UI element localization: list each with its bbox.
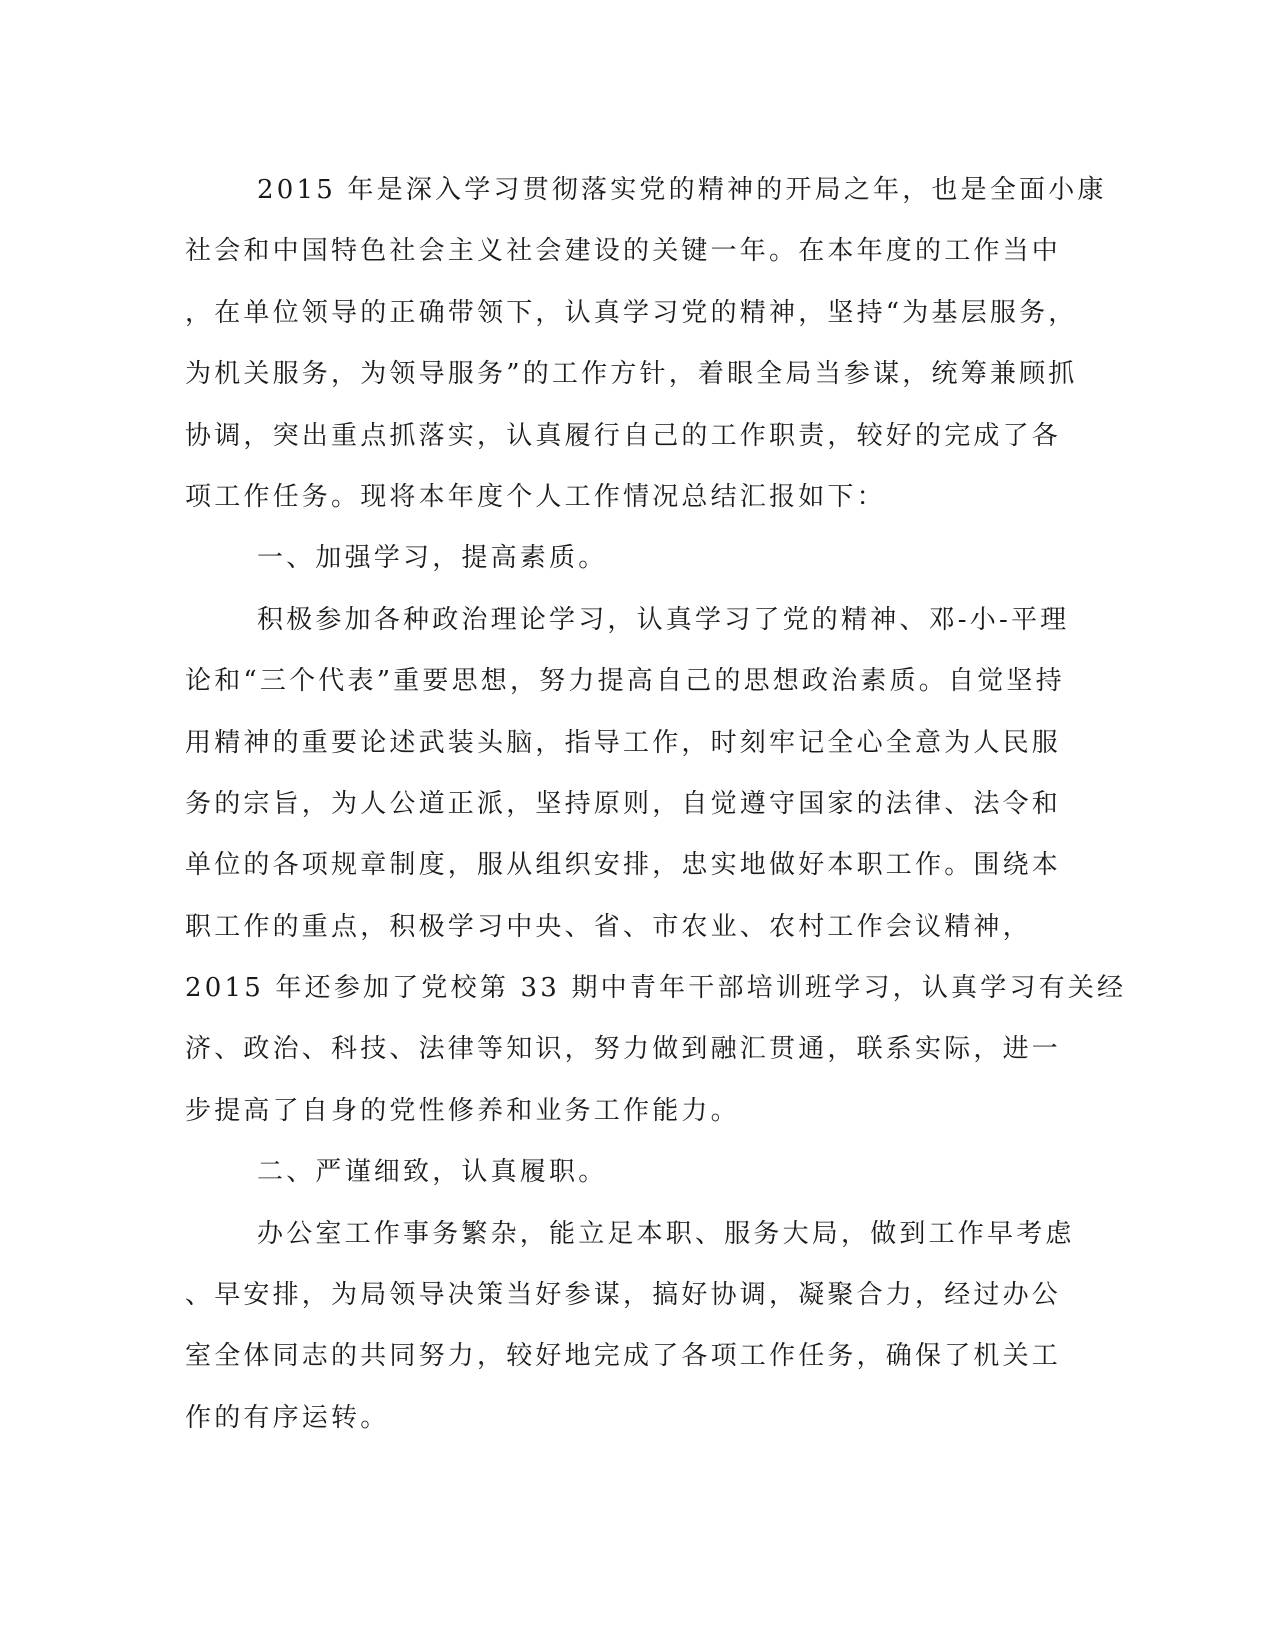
body-line: 作的有序运转。 bbox=[185, 1402, 390, 1433]
body-line: 济、政治、科技、法律等知识，努力做到融汇贯通，联系实际，进一 bbox=[185, 1034, 1062, 1065]
body-line: 项工作任务。现将本年度个人工作情况总结汇报如下： bbox=[185, 481, 886, 512]
body-line: 、早安排，为局领导决策当好参谋，搞好协调，凝聚合力，经过办公 bbox=[185, 1280, 1062, 1311]
body-line: 积极参加各种政治理论学习，认真学习了党的精神、邓-小-平理 bbox=[257, 604, 1070, 635]
body-line: 用精神的重要论述武装头脑，指导工作，时刻牢记全心全意为人民服 bbox=[185, 727, 1062, 758]
body-line: 单位的各项规章制度，服从组织安排，忠实地做好本职工作。围绕本 bbox=[185, 850, 1062, 881]
body-line: 论和“三个代表”重要思想，努力提高自己的思想政治素质。自觉坚持 bbox=[185, 666, 1065, 697]
section-heading: 一、加强学习，提高素质。 bbox=[257, 543, 608, 574]
body-line: 职工作的重点，积极学习中央、省、市农业、农村工作会议精神， bbox=[185, 911, 1032, 942]
body-line: 2015 年是深入学习贯彻落实党的精神的开局之年，也是全面小康 bbox=[257, 175, 1107, 205]
body-line: 2015 年还参加了党校第 33 期中青年干部培训班学习，认真学习有关经 bbox=[185, 973, 1127, 1004]
body-line: 社会和中国特色社会主义社会建设的关键一年。在本年度的工作当中 bbox=[185, 236, 1062, 267]
document-body bbox=[185, 160, 1127, 1449]
body-line: 办公室工作事务繁杂，能立足本职、服务大局，做到工作早考虑 bbox=[257, 1218, 1075, 1249]
body-line: ，在单位领导的正确带领下，认真学习党的精神，坚持“为基层服务， bbox=[185, 297, 1078, 328]
body-line: 室全体同志的共同努力，较好地完成了各项工作任务，确保了机关工 bbox=[185, 1341, 1062, 1372]
section-heading: 二、严谨细致，认真履职。 bbox=[257, 1157, 608, 1188]
body-line: 务的宗旨，为人公道正派，坚持原则，自觉遵守国家的法律、法令和 bbox=[185, 788, 1062, 819]
body-line: 为机关服务，为领导服务”的工作方针，着眼全局当参谋，统筹兼顾抓 bbox=[185, 359, 1078, 390]
body-line: 协调，突出重点抓落实，认真履行自己的工作职责，较好的完成了各 bbox=[185, 420, 1062, 451]
body-line: 步提高了自身的党性修养和业务工作能力。 bbox=[185, 1095, 740, 1126]
